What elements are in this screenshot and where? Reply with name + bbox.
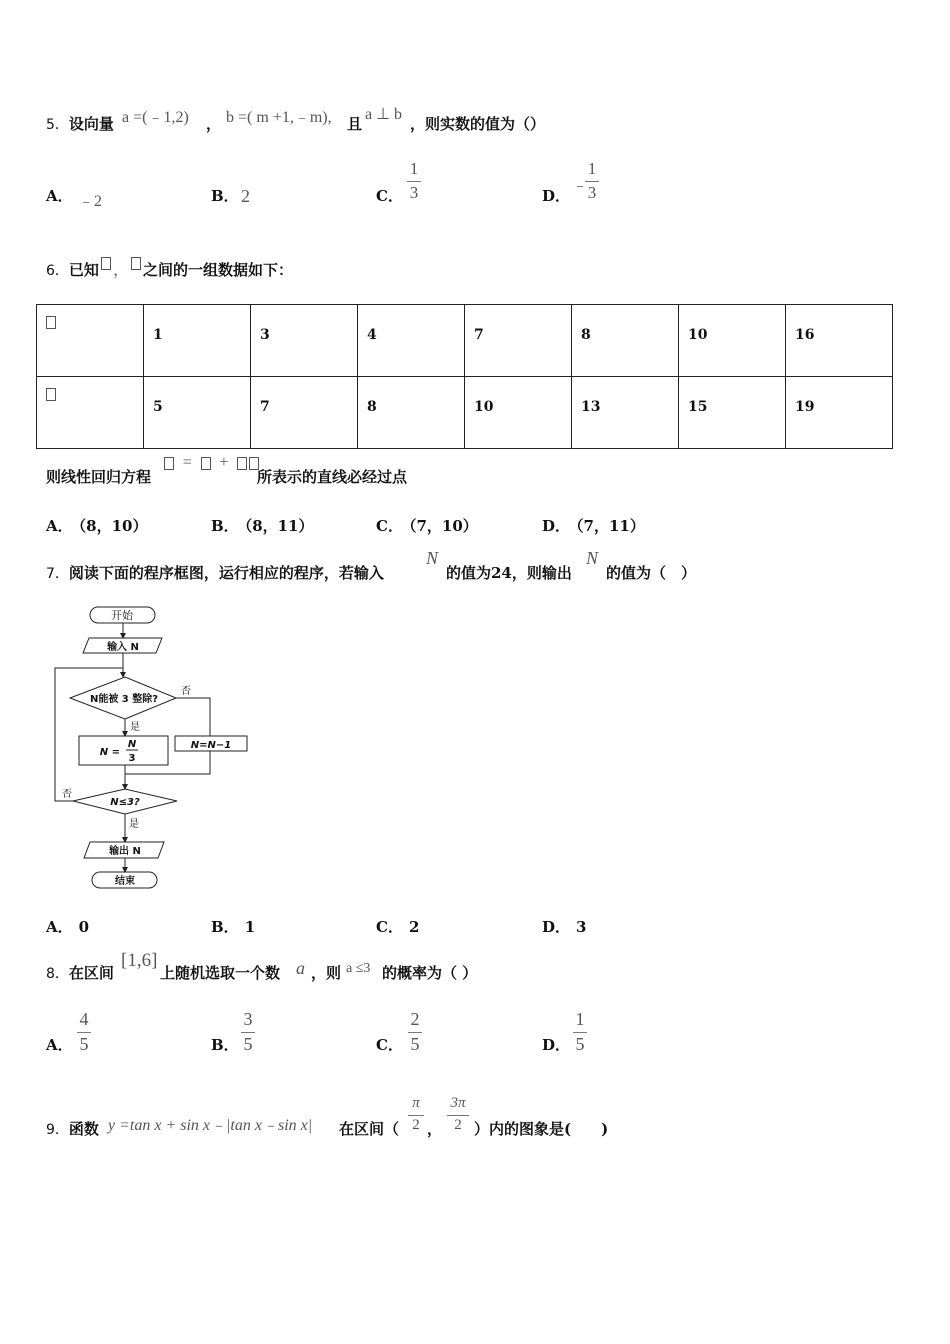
q7-text-b: 的值为24，则输出 bbox=[446, 564, 572, 582]
q5-vector-a: a =(﹣1,2) bbox=[122, 109, 189, 126]
flow-assign-node bbox=[79, 736, 168, 765]
q8-option-b-label: B． bbox=[211, 1036, 239, 1054]
q5-comma: ， bbox=[206, 115, 222, 133]
flow-yes2-label: 是 bbox=[129, 819, 139, 830]
fraction-denominator: 3 bbox=[587, 182, 597, 202]
table-cell: 7 bbox=[465, 305, 572, 377]
table-header-x bbox=[37, 305, 144, 377]
flow-end-label: 结束 bbox=[115, 876, 135, 887]
flow-input-label: 输入 N bbox=[107, 642, 139, 653]
table-cell: 10 bbox=[679, 305, 786, 377]
q8-option-d-label: D． bbox=[542, 1036, 571, 1054]
q8-option-a-label: A． bbox=[46, 1036, 73, 1054]
table-header-y bbox=[37, 377, 144, 449]
x-variable-placeholder bbox=[46, 316, 56, 329]
q7-option-b: B． 1 bbox=[211, 918, 256, 936]
q9-lower-bound: π 2 bbox=[408, 1096, 424, 1134]
y-variable-placeholder bbox=[131, 257, 141, 270]
q9-suffix: ）内的图象是( ) bbox=[474, 1120, 609, 1138]
q5-option-b-label: B． bbox=[211, 187, 239, 205]
flow-no1-label: 否 bbox=[181, 686, 191, 697]
q5-number: 5． bbox=[46, 117, 69, 133]
q9-number: 9． bbox=[46, 1122, 69, 1138]
fraction-numerator: 1 bbox=[409, 159, 419, 178]
fraction-denominator: 3 bbox=[409, 182, 419, 202]
table-cell: 10 bbox=[465, 377, 572, 449]
q5-and: 且 bbox=[347, 115, 363, 133]
fraction-numerator: 1 bbox=[587, 159, 597, 178]
q5-vector-b: b =( m +1,﹣m), bbox=[226, 109, 332, 126]
q5-option-a-label: A． bbox=[46, 187, 73, 205]
q9-prefix: 函数 bbox=[68, 1120, 99, 1138]
equals-sign: = bbox=[182, 454, 192, 471]
q8-line bbox=[46, 962, 114, 983]
q6-number: 6． bbox=[46, 263, 69, 279]
data-table bbox=[36, 304, 893, 449]
table-cell: 16 bbox=[786, 305, 893, 377]
table-cell: 4 bbox=[358, 305, 465, 377]
q6-option-d: D． （7，11） bbox=[542, 517, 645, 535]
q6-follow-suffix: 所表示的直线必经过点 bbox=[257, 468, 408, 486]
q7-number: 7． bbox=[46, 566, 69, 582]
x-variable-placeholder bbox=[101, 257, 111, 270]
q7-line bbox=[46, 562, 384, 583]
q6-follow-prefix: 则线性回归方程 bbox=[46, 468, 152, 486]
a-hat-placeholder bbox=[201, 457, 211, 470]
q5-line bbox=[46, 113, 114, 134]
q5-option-c-fraction bbox=[407, 160, 421, 202]
q5-option-d-sign: ﹣ bbox=[572, 177, 589, 194]
table-cell: 13 bbox=[572, 377, 679, 449]
table-cell: 8 bbox=[572, 305, 679, 377]
flow-assign-num: N bbox=[127, 739, 137, 750]
b-hat-placeholder bbox=[237, 457, 247, 470]
q6-separator: ， bbox=[112, 262, 129, 279]
q7-var-n-2: N bbox=[586, 548, 599, 568]
q9-function: y =tan x + sin x﹣|tan x﹣sin x| bbox=[108, 1117, 313, 1134]
flowchart bbox=[40, 600, 270, 895]
q9-upper-bound: 3π 2 bbox=[447, 1096, 469, 1134]
q5-option-d-fraction bbox=[585, 160, 599, 202]
q8-mid: 上随机选取一个数 bbox=[160, 964, 281, 982]
q8-number: 8． bbox=[46, 966, 69, 982]
q7-option-c: C． 2 bbox=[376, 918, 420, 936]
q8-option-c-label: C． bbox=[376, 1036, 403, 1054]
flow-start-label: 开始 bbox=[111, 609, 133, 622]
table-cell: 15 bbox=[679, 377, 786, 449]
q5-option-b-value: 2 bbox=[241, 186, 250, 206]
q5-perp: a ⊥ b bbox=[365, 106, 403, 123]
table-cell: 3 bbox=[251, 305, 358, 377]
q9-line bbox=[46, 1118, 99, 1139]
table-row-y bbox=[37, 377, 893, 449]
q8-option-d-fraction: 1 5 bbox=[573, 1010, 587, 1054]
q6-suffix: 之间的一组数据如下： bbox=[142, 261, 293, 279]
q7-option-d: D． 3 bbox=[542, 918, 587, 936]
table-row-x bbox=[37, 305, 893, 377]
table-cell: 5 bbox=[144, 377, 251, 449]
q6-option-a: A． （8，10） bbox=[46, 517, 148, 535]
q8-suffix: 的概率为（ ） bbox=[382, 964, 478, 982]
flow-cond1-label: N能被 3 整除? bbox=[89, 694, 159, 705]
q7-text-c: 的值为（ ） bbox=[606, 564, 697, 582]
q5-option-d-label: D． bbox=[542, 187, 571, 205]
y-hat-placeholder bbox=[164, 457, 174, 470]
q9-mid: 在区间（ bbox=[339, 1120, 400, 1138]
flow-assign-den: 3 bbox=[128, 753, 136, 764]
q9-comma: ， bbox=[427, 1120, 443, 1138]
flow-output-label: 输出 N bbox=[109, 846, 141, 857]
flow-yes1-label: 是 bbox=[130, 722, 140, 733]
regression-equation bbox=[164, 453, 259, 472]
plus-sign: + bbox=[219, 454, 229, 471]
q6-option-b: B． （8，11） bbox=[211, 517, 314, 535]
q8-var: a bbox=[296, 958, 305, 978]
q8-condition: a ≤3 bbox=[346, 961, 371, 976]
q8-option-b-fraction: 3 5 bbox=[241, 1010, 255, 1054]
q8-interval: [1,6] bbox=[121, 950, 158, 971]
q7-option-a: A． 0 bbox=[46, 918, 90, 936]
q7-var-n-1: N bbox=[426, 548, 439, 568]
y-variable-placeholder bbox=[46, 388, 56, 401]
q5-option-a-value: ﹣2 bbox=[78, 193, 103, 210]
q6-option-c: C． （7，10） bbox=[376, 517, 478, 535]
table-cell: 1 bbox=[144, 305, 251, 377]
q8-comma: ，则 bbox=[311, 964, 342, 982]
q6-prefix: 已知 bbox=[68, 261, 99, 279]
table-cell: 7 bbox=[251, 377, 358, 449]
q8-option-c-fraction: 2 5 bbox=[408, 1010, 422, 1054]
flow-assign-prefix: N = bbox=[99, 747, 120, 758]
table-cell: 19 bbox=[786, 377, 893, 449]
q7-text-a: 阅读下面的程序框图，运行相应的程序，若输入 bbox=[68, 564, 384, 582]
q8-prefix: 在区间 bbox=[68, 964, 114, 982]
q5-suffix: ，则实数的值为（） bbox=[410, 115, 546, 133]
q5-option-c-label: C． bbox=[376, 187, 403, 205]
q6-line bbox=[46, 257, 293, 280]
q8-option-a-fraction: 4 5 bbox=[77, 1010, 91, 1054]
flow-cond2-label: N≤3? bbox=[110, 797, 140, 808]
q5-prefix: 设向量 bbox=[68, 115, 114, 133]
flow-decrement-label: N=N−1 bbox=[190, 740, 232, 751]
table-cell: 8 bbox=[358, 377, 465, 449]
flow-no2-label: 否 bbox=[62, 789, 72, 800]
